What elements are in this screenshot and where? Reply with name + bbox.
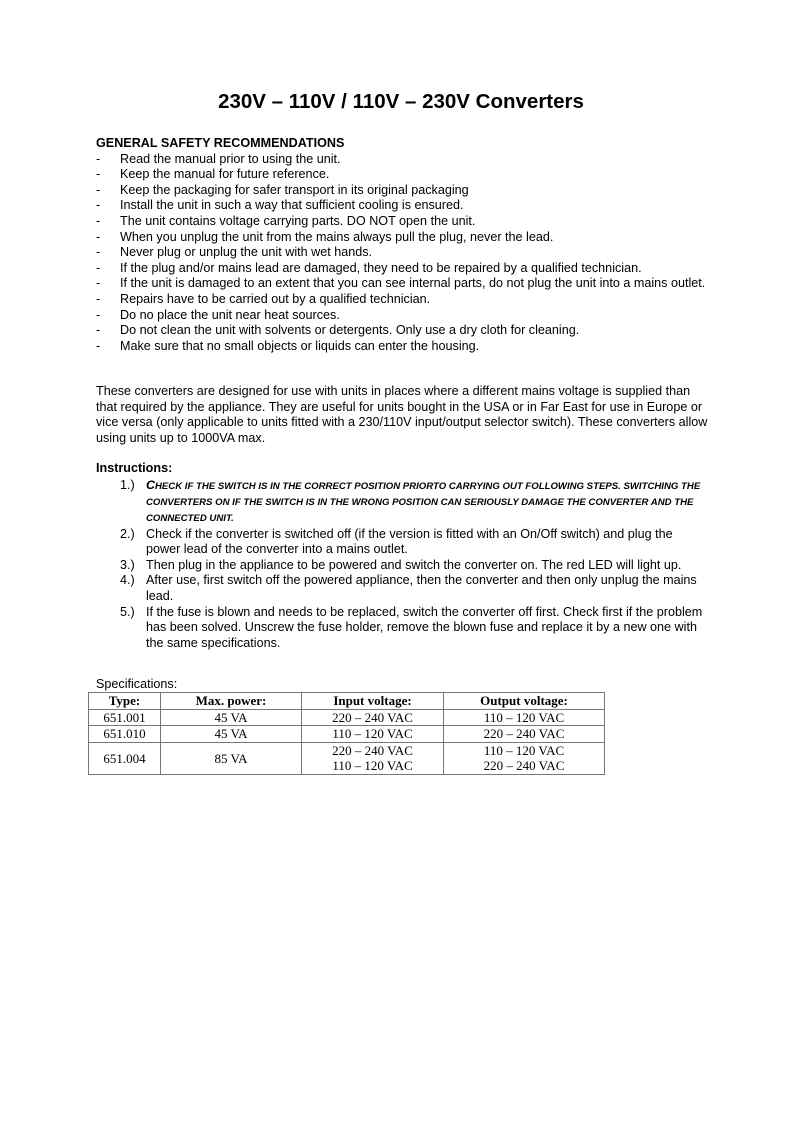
input-line: 110 – 120 VAC <box>332 758 413 774</box>
instruction-number: 2.) <box>120 526 135 541</box>
safety-item-text: If the unit is damaged to an extent that you can see internal parts, do not plug the unit into a mains outlet. <box>120 276 706 291</box>
instruction-number: 4.) <box>120 573 135 588</box>
header-type: Type: <box>89 693 161 710</box>
bullet-dash: - <box>96 229 101 244</box>
cell-output: 220 – 240 VAC <box>444 726 605 743</box>
safety-item-text: Keep the manual for future reference. <box>120 167 330 182</box>
cell-input: 110 – 120 VAC <box>302 726 444 743</box>
safety-item <box>96 152 710 168</box>
instructions-section <box>96 461 710 651</box>
cell-output: 110 – 120 VAC <box>444 709 605 726</box>
instruction-number: 3.) <box>120 557 135 572</box>
safety-item <box>96 198 710 214</box>
safety-item <box>96 245 710 261</box>
bullet-dash: - <box>96 182 101 197</box>
instruction-text: HECK IF THE SWITCH IS IN THE CORRECT POSITION PRIORTO CARRYING OUT FOLLOWING STEPS. SWITCHING THE CONVERTERS ON IF THE SWITCH IS IN THE WRONG POSITION CAN SERIOUSLY DAMAGE THE CONVERTER AND THE CONNECTED UNIT. <box>146 480 701 524</box>
bullet-dash: - <box>96 338 101 353</box>
safety-item <box>96 339 710 355</box>
safety-item-text: If the plug and/or mains lead are damaged, they need to be repaired by a qualified technician. <box>120 260 642 275</box>
instruction-text: If the fuse is blown and needs to be replaced, switch the converter off first. Check first if the problem has been solved. Unscrew the fuse holder, remove the blown fuse and replace it by a new one with the same specifications. <box>146 604 703 650</box>
bullet-dash: - <box>96 213 101 228</box>
table-row <box>89 709 605 726</box>
specifications-table <box>88 692 605 775</box>
safety-item-text: Do no place the unit near heat sources. <box>120 307 340 322</box>
bullet-dash: - <box>96 276 101 291</box>
instruction-number: 1.) <box>120 477 135 492</box>
specifications-label: Specifications: <box>96 677 178 691</box>
safety-item <box>96 323 710 339</box>
cell-power: 45 VA <box>161 709 302 726</box>
bullet-dash: - <box>96 198 101 213</box>
safety-item-text: The unit contains voltage carrying parts. DO NOT open the unit. <box>120 213 476 228</box>
safety-section <box>96 136 710 354</box>
safety-item-text: Keep the packaging for safer transport in its original packaging <box>120 182 469 197</box>
cell-input: 220 – 240 VAC <box>302 709 444 726</box>
safety-item <box>96 276 710 292</box>
safety-item-text: Do not clean the unit with solvents or detergents. Only use a dry cloth for cleaning. <box>120 323 580 338</box>
table-row <box>89 726 605 743</box>
safety-item <box>96 167 710 183</box>
instructions-list <box>96 477 710 652</box>
bullet-dash: - <box>96 323 101 338</box>
cell-type: 651.001 <box>89 709 161 726</box>
safety-item-text: When you unplug the unit from the mains always pull the plug, never the lead. <box>120 229 554 244</box>
safety-item-text: Never plug or unplug the unit with wet hands. <box>120 245 373 260</box>
instruction-text: Then plug in the appliance to be powered and switch the converter on. The red LED will light up. <box>146 557 682 572</box>
output-line: 220 – 240 VAC <box>483 758 565 774</box>
instructions-heading: Instructions: <box>96 461 173 475</box>
instruction-item <box>96 558 710 574</box>
cell-power: 85 VA <box>161 742 302 774</box>
output-line: 110 – 120 VAC <box>483 742 565 758</box>
table-row <box>89 742 605 774</box>
instruction-initial: C <box>146 477 155 492</box>
bullet-dash: - <box>96 291 101 306</box>
safety-item-text: Read the manual prior to using the unit. <box>120 151 341 166</box>
instruction-item <box>96 527 710 558</box>
cell-input <box>302 742 444 774</box>
header-output-voltage: Output voltage: <box>444 693 605 710</box>
page-title: 230V – 110V / 110V – 230V Converters <box>218 90 584 113</box>
instruction-item <box>96 573 710 604</box>
instruction-item <box>96 477 710 527</box>
bullet-dash: - <box>96 151 101 166</box>
safety-item-text: Install the unit in such a way that sufficient cooling is ensured. <box>120 198 464 213</box>
instruction-number: 5.) <box>120 604 135 619</box>
instruction-item <box>96 605 710 652</box>
safety-item <box>96 230 710 246</box>
instruction-text: After use, first switch off the powered appliance, then the converter and then only unplug the mains lead. <box>146 573 697 603</box>
header-input-voltage: Input voltage: <box>302 693 444 710</box>
bullet-dash: - <box>96 167 101 182</box>
safety-item-text: Repairs have to be carried out by a qualified technician. <box>120 291 431 306</box>
safety-item <box>96 214 710 230</box>
safety-item <box>96 308 710 324</box>
instruction-text: Check if the converter is switched off (if the version is fitted with an On/Off switch) and plug the power lead of the converter into a mains outlet. <box>146 526 673 557</box>
intro-paragraph: These converters are designed for use with units in places where a different mains voltage is supplied than that required by the appliance. They are useful for units bought in the USA or in Far East for use in Europe or vice versa (only applicable to units fitted with a 230/110V input/output selector switch). These converters allow using units up to 1000VA max. <box>96 384 708 445</box>
header-max-power: Max. power: <box>161 693 302 710</box>
table-header-row <box>89 693 605 710</box>
cell-type: 651.010 <box>89 726 161 743</box>
safety-item-text: Make sure that no small objects or liquids can enter the housing. <box>120 338 480 353</box>
bullet-dash: - <box>96 307 101 322</box>
bullet-dash: - <box>96 260 101 275</box>
safety-list <box>96 152 710 355</box>
safety-heading: GENERAL SAFETY RECOMMENDATIONS <box>96 136 345 150</box>
input-line: 220 – 240 VAC <box>332 742 413 758</box>
bullet-dash: - <box>96 245 101 260</box>
cell-output <box>444 742 605 774</box>
safety-item <box>96 292 710 308</box>
safety-item <box>96 261 710 277</box>
cell-type: 651.004 <box>89 742 161 774</box>
safety-item <box>96 183 710 199</box>
cell-power: 45 VA <box>161 726 302 743</box>
